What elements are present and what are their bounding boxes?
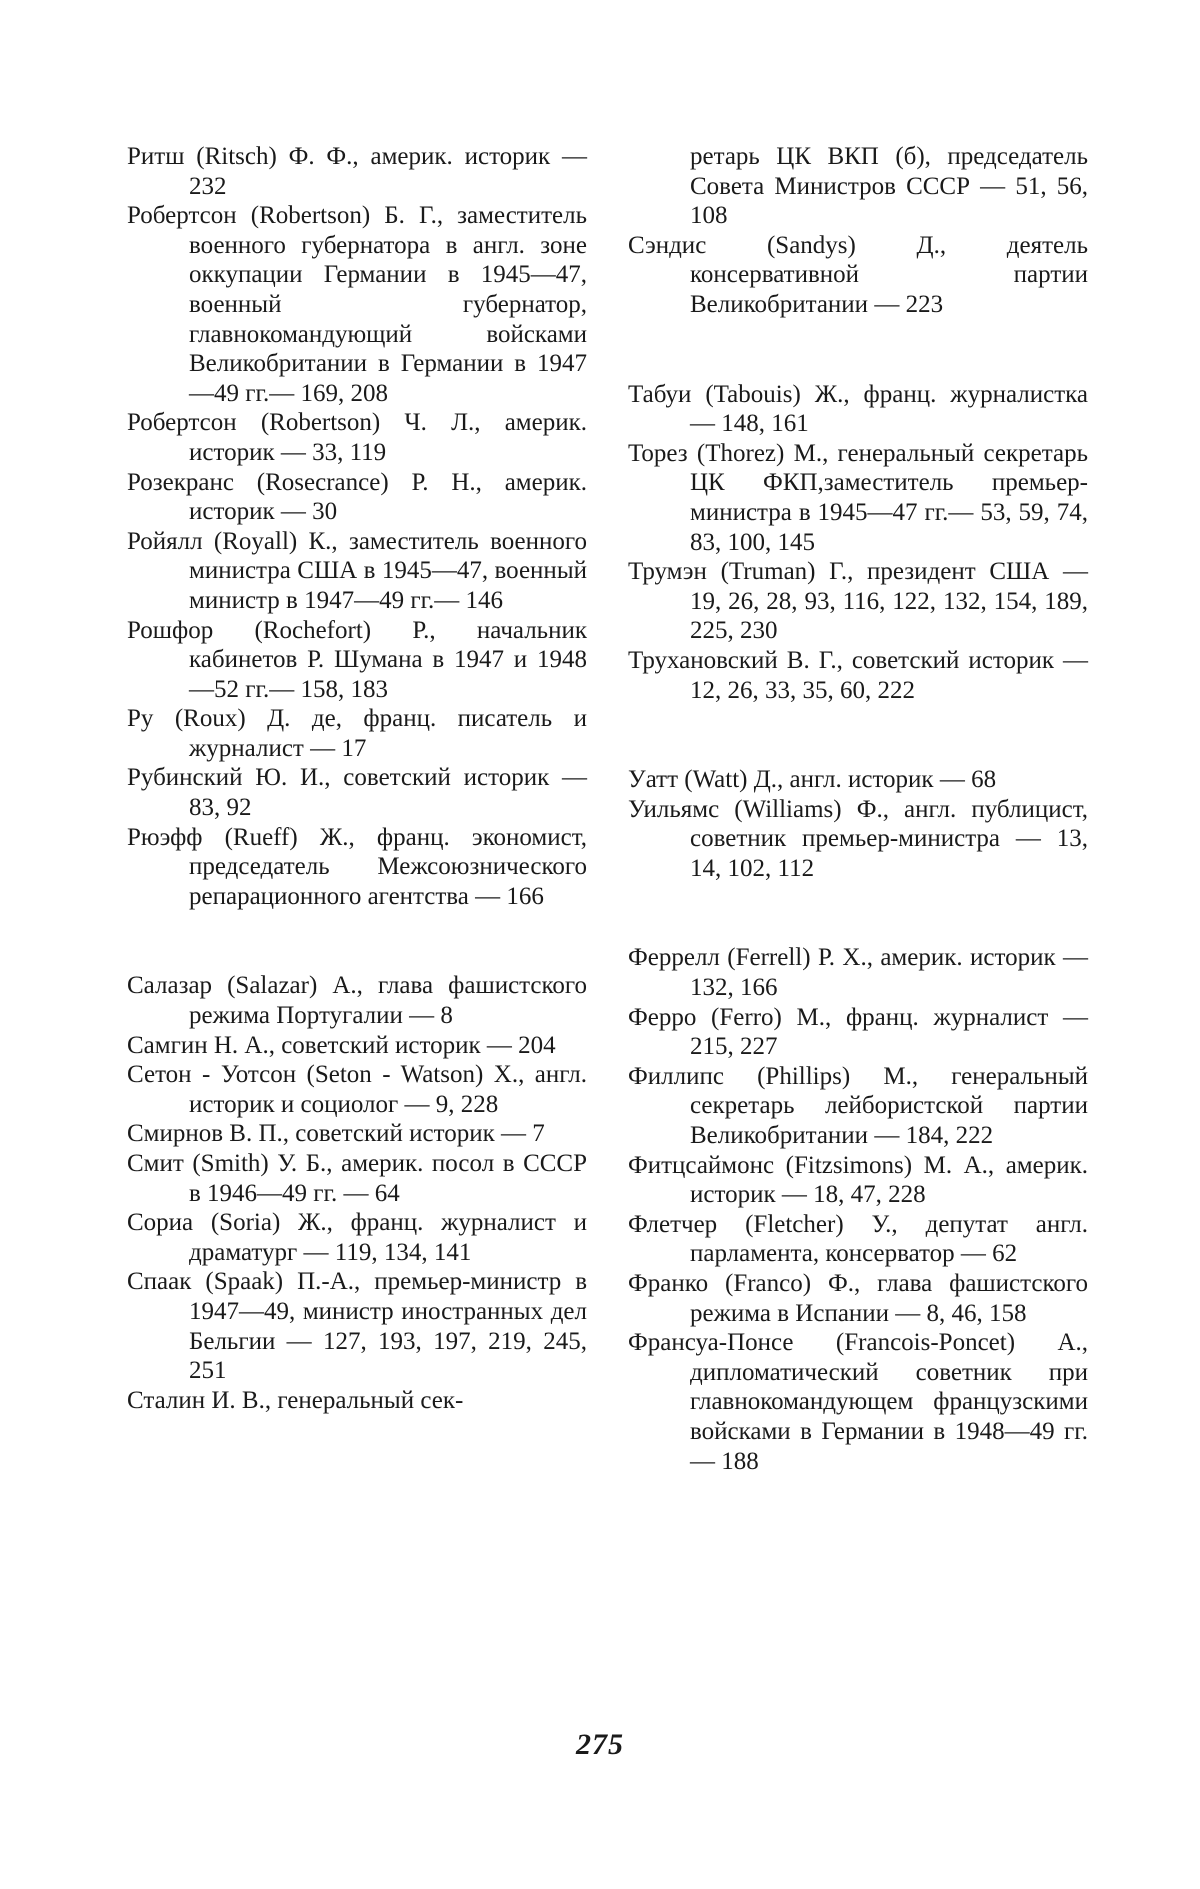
letter-section-gap (628, 320, 1088, 380)
index-entry: Самгин Н. А., советский историк — 204 (127, 1031, 556, 1059)
index-entry: Табуи (Tabouis) Ж., франц. журналистка — 148, 161 (628, 380, 1088, 438)
index-entry: Салазар (Salazar) А., глава фашистского режима Португалии — 8 (127, 972, 587, 1030)
index-entry: Ройялл (Royall) К., заместитель военного министра США в 1945—47, военный министр в 1947—49 гг.— 146 (127, 527, 587, 614)
index-entry: Спаак (Spaak) П.-А., премьер-министр в 1947—49, министр иностранных дел Бельгии — 127, 193, 197, 219, 245, 251 (127, 1268, 587, 1385)
index-entry: Уильямс (Williams) Ф., англ. публицист, советник премьер-министра — 13, 14, 102, 112 (628, 795, 1088, 882)
letter-section-gap (127, 911, 587, 971)
index-entry: Сэндис (Sandys) Д., деятель консервативной партии Великобритании — 223 (628, 231, 1088, 318)
index-entry: Смит (Smith) У. Б., америк. посол в СССР в 1946—49 гг. — 64 (127, 1150, 587, 1207)
index-entry: Филлипс (Phillips) М., генеральный секретарь лейбористской партии Великобритании — 184, 222 (628, 1062, 1088, 1150)
index-column-left (127, 142, 587, 1415)
index-entry: Рошфор (Rochefort) Р., начальник кабинетов Р. Шумана в 1947 и 1948—52 гг.— 158, 183 (127, 616, 587, 703)
index-entry: Франко (Franco) Ф., глава фашистского режима в Испании — 8, 46, 158 (628, 1270, 1088, 1327)
page-number: 275 (576, 1728, 624, 1761)
index-entry: Розекранс (Rosecrance) Р. Н., америк. историк — 30 (127, 468, 587, 526)
index-entry: Ферро (Ferro) М., франц. журналист — 215, 227 (628, 1003, 1088, 1061)
index-entry: Робертсон (Robertson) Б. Г., заместитель военного губернатора в англ. зоне оккупации Германии в 1945—47, военный губернатор, главнокомандующий войсками Великобритании в Германии в 1947—49 гг.— 169, 208 (127, 202, 587, 407)
letter-section-gap (628, 705, 1088, 765)
index-entry: Сориа (Soria) Ж., франц. журналист и драматург — 119, 134, 141 (127, 1209, 587, 1266)
index-entry: Феррелл (Ferrell) Р. Х., америк. историк — 132, 166 (628, 944, 1088, 1002)
index-entry: Фитцсаймонс (Fitzsimons) М. А., америк. историк — 18, 47, 228 (628, 1151, 1088, 1209)
index-entry: Трухановский В. Г., советский историк — 12, 26, 33, 35, 60, 222 (628, 646, 1088, 704)
index-entry: Трумэн (Truman) Г., президент США — 19, 26, 28, 93, 116, 122, 132, 154, 189, 225, 230 (628, 558, 1088, 645)
index-entry: Робертсон (Robertson) Ч. Л., америк. историк — 33, 119 (127, 409, 587, 466)
index-entry: Франсуа-Понсе (Francois-Poncet) А., дипломатический советник при главнокомандующем французскими войсками в Германии в 1948—49 гг. — 188 (628, 1329, 1088, 1475)
index-entry: Флетчер (Fletcher) У., депутат англ. парламента, консерватор — 62 (628, 1210, 1088, 1268)
index-entry: Сетон - Уотсон (Seton - Watson) Х., англ. историк и социолог — 9, 228 (127, 1061, 587, 1118)
index-entry-continuation: ретарь ЦК ВКП (б), председатель Совета Министров СССР — 51, 56, 108 (690, 143, 1088, 230)
index-entry: Торез (Thorez) М., генеральный секретарь ЦК ФКП,заместитель премьер-министра в 1945—47 гг.— 53, 59, 74, 83, 100, 145 (628, 439, 1088, 556)
index-column-right (628, 142, 1088, 1476)
index-entry: Уатт (Watt) Д., англ. историк — 68 (628, 766, 997, 794)
index-entry: Смирнов В. П., советский историк — 7 (127, 1120, 545, 1148)
index-entry: Сталин И. В., генеральный сек- (127, 1386, 464, 1414)
index-entry: Ру (Roux) Д. де, франц. писатель и журналист — 17 (127, 705, 587, 762)
letter-section-gap (628, 883, 1088, 943)
index-entry: Рубинский Ю. И., советский историк — 83, 92 (127, 764, 587, 822)
index-entry: Рюэфф (Rueff) Ж., франц. экономист, председатель Межсоюзнического репарационного агентства — 166 (127, 823, 587, 910)
index-entry: Ритш (Ritsch) Ф. Ф., америк. историк — 232 (127, 143, 587, 200)
